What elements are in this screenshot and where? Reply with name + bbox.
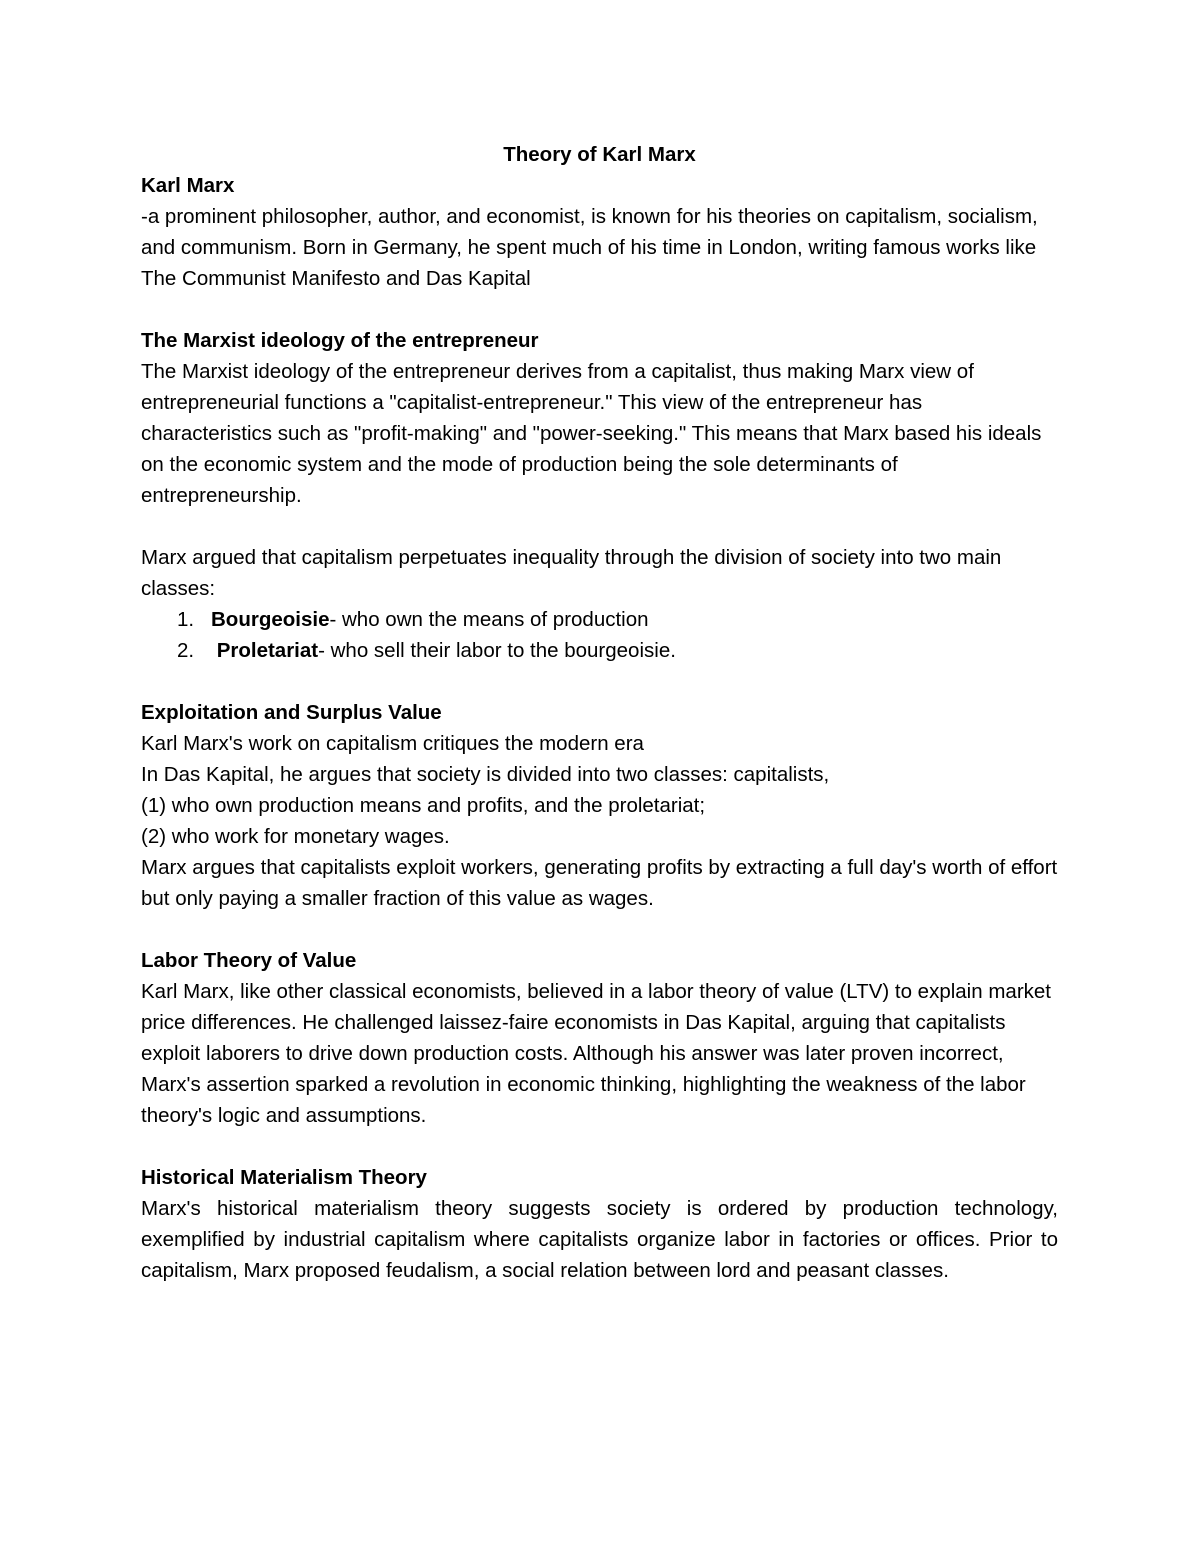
- text-line: (2) who work for monetary wages.: [141, 825, 450, 848]
- classes-intro: Marx argued that capitalism perpetuates inequality through the division of society into two main classes:: [141, 546, 1002, 600]
- text-line: (1) who own production means and profits, and the proletariat;: [141, 794, 706, 817]
- classes-list: [141, 604, 1058, 666]
- section-body-exploitation: Marx argues that capitalists exploit workers, generating profits by extracting a full day's worth of effort but only paying a smaller fraction of this value as wages.: [141, 856, 1058, 910]
- text-line: In Das Kapital, he argues that society is divided into two classes: capitalists,: [141, 763, 830, 786]
- section-body-historical-materialism: Marx's historical materialism theory suggests society is ordered by production technology, exemplified by industrial capitalism where capitalists organize labor in factories or offices. Prior to capitalism, Marx proposed feudalism, a social relation between lord and peasant classes.: [141, 1197, 1058, 1282]
- list-desc: - who own the means of production: [329, 608, 649, 631]
- list-desc: - who sell their labor to the bourgeoisie.: [318, 639, 676, 662]
- list-term: Bourgeoisie: [211, 608, 330, 631]
- section-heading-marxist-ideology: The Marxist ideology of the entrepreneur: [141, 329, 539, 352]
- section-heading-labor-theory: Labor Theory of Value: [141, 949, 357, 972]
- section-heading-exploitation: Exploitation and Surplus Value: [141, 701, 442, 724]
- document-title: Theory of Karl Marx: [503, 143, 696, 166]
- spacer: [141, 914, 1058, 945]
- spacer: [141, 1131, 1058, 1162]
- list-term: Proletariat: [211, 639, 319, 662]
- section-body-marxist-ideology: The Marxist ideology of the entrepreneur derives from a capitalist, thus making Marx view of entrepreneurial functions a "capitalist-entrepreneur." This view of the entrepreneur has characteristics such as "profit-making" and "power-seeking." This means that Marx based his ideals on the economic system and the mode of production being the sole determinants of entrepreneurship.: [141, 360, 1042, 507]
- list-number: 2.: [177, 639, 195, 662]
- spacer: [141, 294, 1058, 325]
- section-heading-karl-marx: Karl Marx: [141, 174, 235, 197]
- document-page: [141, 139, 1058, 1286]
- list-item: [141, 635, 1058, 666]
- section-body-labor-theory: Karl Marx, like other classical economists, believed in a labor theory of value (LTV) to explain market price differences. He challenged laissez-faire economists in Das Kapital, arguing that capitalists exploit laborers to drive down production costs. Although his answer was later proven incorrect, Marx's assertion sparked a revolution in economic thinking, highlighting the weakness of the labor theory's logic and assumptions.: [141, 980, 1051, 1127]
- section-body-karl-marx: -a prominent philosopher, author, and economist, is known for his theories on capitalism, socialism, and communism. Born in Germany, he spent much of his time in London, writing famous works like The Communist Manifesto and Das Kapital: [141, 205, 1038, 290]
- list-item: [141, 604, 1058, 635]
- section-heading-historical-materialism: Historical Materialism Theory: [141, 1166, 427, 1189]
- list-number: 1.: [177, 608, 195, 631]
- text-line: Karl Marx's work on capitalism critiques the modern era: [141, 732, 644, 755]
- spacer: [141, 511, 1058, 542]
- spacer: [141, 666, 1058, 697]
